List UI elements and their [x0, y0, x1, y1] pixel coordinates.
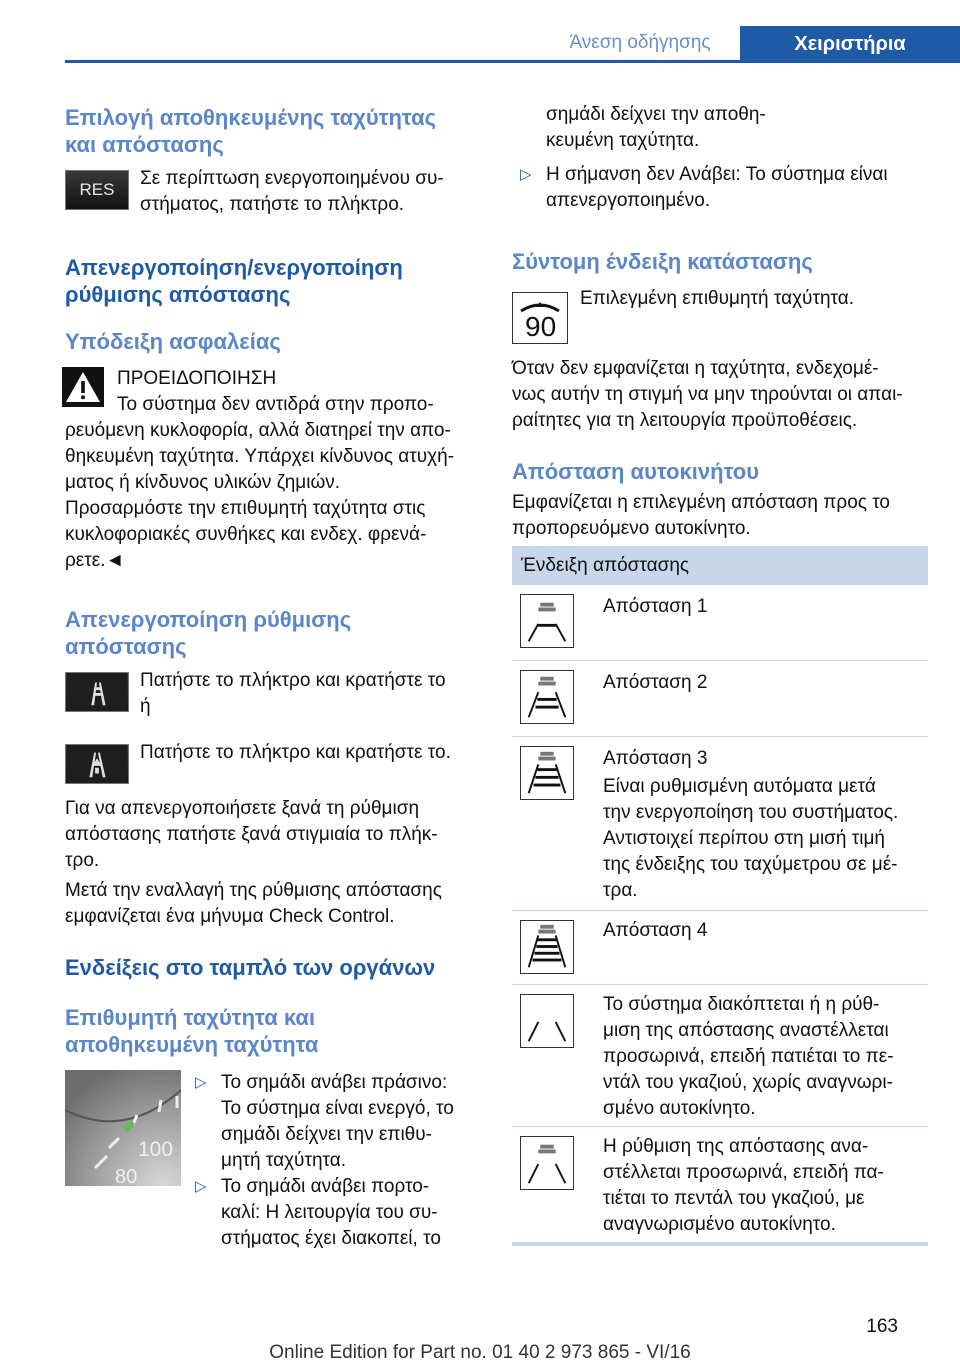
bullet-triangle-icon: ▷ [195, 1074, 207, 1091]
table-row-4: Απόσταση 4 [603, 920, 708, 941]
para-reactivate: Για να απενεργοποιήσετε ξανά τη ρύθμιση απόστασης πατήστε ξανά στιγμιαία το πλήκ- τρο. [65, 798, 438, 871]
page-number: 163 [866, 1316, 898, 1337]
distance-key-image [65, 672, 129, 712]
bullet-green-text: Το σημάδι ανάβει πράσινο: Το σύστημα είναι ενεργό, το σημάδι δείχνει την επιθυ- μητή ταχύτητα. [221, 1072, 454, 1171]
speed-value: 90 [525, 311, 557, 342]
bullet-off-text: Η σήμανση δεν Ανάβει: Το σύστημα είναι απενεργοποιημένο. [546, 164, 888, 211]
distance-interrupted-icon [520, 994, 574, 1048]
table-divider [512, 660, 928, 661]
gauge-label-80: 80 [115, 1166, 138, 1188]
para-speed-missing: Όταν δεν εμφανίζεται η ταχύτητα, ενδεχομέ- νως αυτήν τη στιγμή να μην τηρούνται οι απαι- ραίτητες για τη λειτουργία προϋποθέσεις. [512, 358, 903, 431]
bullet-triangle-icon: ▷ [195, 1178, 207, 1195]
heading-vehicle-distance: Απόσταση αυτοκινήτου [512, 459, 760, 484]
distance-3-icon [520, 746, 574, 800]
header-rule [65, 60, 960, 63]
header-chapter-tab: Χειριστήρια [740, 26, 960, 63]
distance-1-icon [520, 594, 574, 648]
speed-status-image [512, 292, 568, 344]
table-row-2: Απόσταση 2 [603, 672, 708, 693]
table-bottom-rule [512, 1242, 928, 1246]
warning-title: ΠΡΟΕΙΔΟΠΟΙΗΣΗ [117, 368, 277, 389]
key1-text: Πατήστε το πλήκτρο και κρατήστε το ή [140, 670, 446, 717]
table-divider [512, 1126, 928, 1127]
table-divider [512, 910, 928, 911]
heading-deactivate-distance: Απενεργοποίηση ρύθμισης απόστασης [65, 607, 352, 659]
gauge-label-100: 100 [138, 1138, 174, 1161]
distance-4-icon [520, 920, 574, 974]
heading-store-speed: Επιλογή αποθηκευμένης ταχύτητας και απόστασης [65, 105, 437, 157]
bullet-triangle-icon: ▷ [520, 166, 532, 183]
header-section-tab: Άνεση οδήγησης [569, 32, 711, 53]
footer-edition: Online Edition for Part no. 01 40 2 973 865 - VI/16 [269, 1342, 691, 1363]
table-row-6: Η ρύθμιση της απόστασης ανα- στέλλεται προσωρινά, επειδή πα- τιέται το πεντάλ του γκαζιού, με αναγνωρισμένο αυτοκίνητο. [603, 1136, 884, 1235]
distance-key-alt-image [65, 744, 129, 784]
table-row-3: Απόσταση 3 [603, 748, 708, 769]
warning-triangle-icon [62, 367, 104, 407]
res-key-label: RES [79, 180, 115, 199]
table-header [512, 546, 928, 585]
bullet-orange-continued: σημάδι δείχνει την αποθη- κευμένη ταχύτητα. [546, 104, 766, 151]
table-row-3-details: Είναι ρυθμισμένη αυτόματα μετά την ενεργοποίηση του συστήματος. Αντιστοιχεί περίπου στη μισή τιμή της ένδειξης του ταχύμετρου σε μέ- τρα. [603, 776, 899, 901]
heading-safety: Υπόδειξη ασφαλείας [65, 329, 281, 354]
distance-intro-text: Εμφανίζεται η επιλεγμένη απόσταση προς το προπορευόμενο αυτοκίνητο. [512, 492, 890, 539]
warning-text: ρευόμενη κυκλοφορία, αλλά διατηρεί την απο- θηκευμένη ταχύτητα. Υπάρχει κίνδυνος ατυχή- ματος ή κίνδυνος υλικών ζημιών. Προσαρμόστε την επιθυμητή ταχύτητα στις κυκλοφοριακές συνθήκες και ενδεχ. φρενά- ρετε.◄ [65, 420, 455, 571]
res-key-image [65, 170, 129, 210]
key2-text: Πατήστε το πλήκτρο και κρατήστε το. [140, 742, 451, 763]
table-divider [512, 736, 928, 737]
table-row-1: Απόσταση 1 [603, 596, 708, 617]
distance-suspended-icon [520, 1136, 574, 1190]
table-divider [512, 984, 928, 985]
para-check-control: Μετά την εναλλαγή της ρύθμισης απόστασης εμφανίζεται ένα μήνυμα Check Control. [65, 880, 442, 927]
speed-status-text: Επιλεγμένη επιθυμητή ταχύτητα. [580, 288, 855, 309]
heading-deactivate-activate: Απενεργοποίηση/ενεργοποίηση ρύθμισης απόστασης [65, 255, 403, 307]
heading-short-status: Σύντομη ένδειξη κατάστασης [512, 249, 813, 274]
heading-instrument-cluster: Ενδείξεις στο ταμπλό των οργάνων [65, 955, 436, 980]
res-text: Σε περίπτωση ενεργοποιημένου συ- στήματος, πατήστε το πλήκτρο. [140, 168, 444, 215]
heading-desired-speed: Επιθυμητή ταχύτητα και αποθηκευμένη ταχύτητα [65, 1005, 319, 1057]
table-header-label: Ένδειξη απόστασης [521, 554, 690, 576]
table-row-5: Το σύστημα διακόπτεται ή η ρύθ- μιση της απόστασης αναστέλλεται προσωρινά, επειδή πατιέται το πε- ντάλ του γκαζιού, χωρίς αναγνωρι- σμένο αυτοκίνητο. [603, 994, 894, 1119]
bullet-orange-text: Το σημάδι ανάβει πορτο- καλί: Η λειτουργία του συ- στήματος έχει διακοπεί, το [221, 1176, 441, 1249]
warning-first-line: Το σύστημα δεν αντιδρά στην προπο- [117, 394, 434, 415]
distance-2-icon [520, 670, 574, 724]
